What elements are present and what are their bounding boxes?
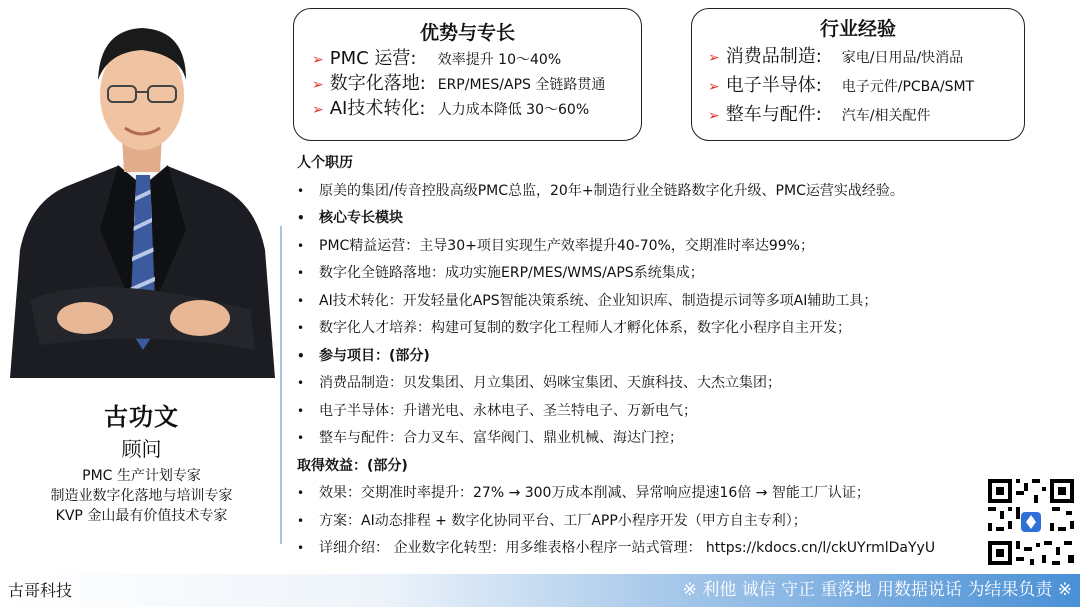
footer-company: 古哥科技 [8, 581, 73, 600]
section-heading: • 参与项目：(部分) [297, 343, 997, 371]
bullet-icon: • [297, 266, 305, 280]
resume-content [297, 150, 997, 563]
list-item: • 数字化人才培养：构建可复制的数字化工程师人才孵化体系，数字化小程序自主开发； [297, 315, 997, 343]
arrow-bullet-icon: ➢ [312, 52, 324, 68]
footer-slogan: ※ 利他 诚信 守正 重落地 用数据说话 为结果负责 ※ [682, 580, 1072, 600]
advantage-item [312, 47, 641, 72]
advantage-label: PMC 运营: [329, 48, 417, 69]
industry-label: 消费品制造: [725, 46, 822, 67]
bullet-icon: • [297, 541, 305, 555]
list-item: • AI技术转化：开发轻量化APS智能决策系统、企业知识库、制造提示词等多项AI辅助工具； [297, 288, 997, 316]
list-item: • 效果：交期准时率提升：27% → 300万成本削减、异常响应提速16倍 → 智能工厂认证； [297, 480, 997, 508]
bullet-icon: • [297, 211, 305, 225]
bullet-icon: • [297, 293, 305, 308]
bullet-icon: • [297, 183, 305, 198]
portrait-photo [0, 0, 283, 378]
person-tag: PMC 生产计划专家 [82, 468, 201, 484]
section-heading: 人个职历 [297, 155, 353, 171]
industry-card [691, 8, 1025, 141]
bullet-icon: • [297, 431, 305, 445]
advantages-card [293, 8, 642, 141]
profile-block [0, 400, 283, 526]
bullet-icon: • [297, 513, 305, 528]
list-item: • 电子半导体：升谱光电、永林电子、圣兰特电子、万新电气； [297, 398, 997, 426]
list-item: • 整车与配件：合力叉车、富华阀门、鼎业机械、海达门控； [297, 425, 997, 453]
person-name: 古功文 [104, 403, 179, 431]
bullet-icon: • [297, 321, 305, 335]
arrow-bullet-icon: ➢ [708, 50, 720, 66]
bullet-icon: • [297, 486, 305, 500]
advantages-title: 优势与专长 [419, 22, 515, 44]
advantage-item [312, 72, 641, 97]
list-item: • 消费品制造：贝发集团、月立集团、妈咪宝集团、天旗科技、大杰立集团； [297, 370, 997, 398]
divider-line [280, 226, 282, 544]
arrow-bullet-icon: ➢ [312, 102, 324, 118]
advantage-label: 数字化落地: [329, 73, 426, 94]
bullet-icon: • [297, 238, 305, 253]
list-item: • 原美的集团/传音控股高级PMC总监，20年+制造行业全链路数字化升级、PMC运营实战经验。 [297, 178, 997, 206]
industry-detail: 电子元件/PCBA/SMT [841, 79, 975, 95]
advantage-detail: 人力成本降低 30～60% [437, 102, 590, 118]
footer-bar [0, 574, 1080, 607]
advantage-item [312, 97, 641, 122]
person-role: 顾问 [121, 437, 162, 461]
section-heading: 取得效益：(部分) [297, 457, 408, 474]
list-item: • 数字化全链路落地：成功实施ERP/MES/WMS/APS系统集成； [297, 260, 997, 288]
list-item[interactable]: • 详细介绍： 企业数字化转型：用多维表格小程序一站式管理： https://kdocs.cn/l/ckUYrmlDaYyU [297, 535, 997, 563]
industry-detail: 汽车/相关配件 [841, 108, 931, 124]
list-item: • PMC精益运营：主导30+项目实现生产效率提升40-70%，交期准时率达99%； [297, 233, 997, 261]
arrow-bullet-icon: ➢ [708, 79, 720, 95]
industry-label: 整车与配件: [725, 104, 822, 125]
list-item: • 方案：AI动态排程 + 数字化协同平台、工厂APP小程序开发（甲方自主专利）； [297, 508, 997, 536]
person-tag: 制造业数字化落地与培训专家 [50, 488, 233, 504]
bullet-icon: • [297, 348, 305, 363]
advantage-label: AI技术转化: [329, 98, 426, 119]
advantage-detail: 效率提升 10～40% [437, 52, 562, 68]
person-tag: KVP 金山最有价值技术专家 [55, 508, 228, 524]
industry-item [708, 43, 1024, 72]
arrow-bullet-icon: ➢ [708, 108, 720, 124]
advantage-detail: ERP/MES/APS 全链路贯通 [437, 77, 606, 93]
industry-item [708, 101, 1024, 130]
arrow-bullet-icon: ➢ [312, 77, 324, 93]
industry-title: 行业经验 [819, 18, 896, 40]
qr-code [986, 477, 1076, 567]
industry-item [708, 72, 1024, 101]
bullet-icon: • [297, 403, 305, 418]
section-heading: • 核心专长模块 [297, 205, 997, 233]
bullet-icon: • [297, 376, 305, 390]
industry-label: 电子半导体: [725, 75, 822, 96]
industry-detail: 家电/日用品/快消品 [841, 50, 964, 66]
